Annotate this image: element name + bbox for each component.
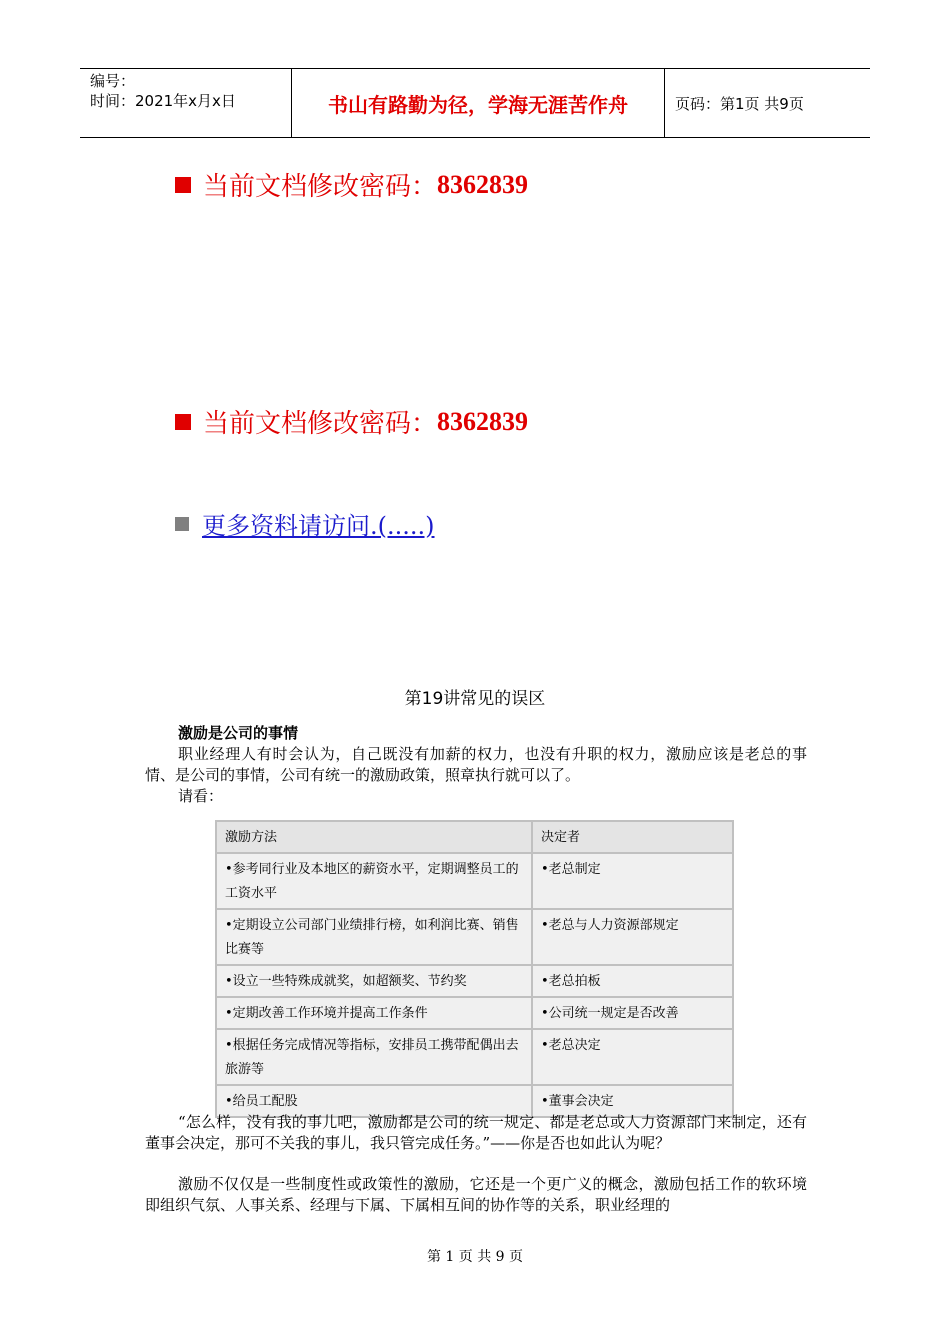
gray-square-icon [175,517,189,531]
table-cell: •定期改善工作环境并提高工作条件 [216,997,532,1029]
more-resources-link[interactable]: 更多资料请访问.(.....) [202,512,435,540]
table-cell: •老总与人力资源部规定 [532,909,733,965]
password-notice-2 [175,403,528,440]
header-motto: 书山有路勤为径，学海无涯苦作舟 [292,69,665,137]
paragraph-4: 激励不仅仅是一些制度性或政策性的激励，它还是一个更广义的概念，激励包括工作的软环境即组织气氛、人事关系、经理与下属、下属相互间的协作等的关系，职业经理的 [145,1175,807,1214]
table-cell: •定期设立公司部门业绩排行榜，如利润比赛、销售比赛等 [216,909,532,965]
red-square-icon [175,414,191,430]
table-cell: •参考同行业及本地区的薪资水平，定期调整员工的工资水平 [216,853,532,909]
table-cell: •设立一些特殊成就奖，如超额奖、节约奖 [216,965,532,997]
red-square-icon [175,177,191,193]
table-row [216,965,733,997]
password-label: 当前文档修改密码： [203,409,438,439]
incentive-table [215,820,734,1118]
paragraph-2: 请看： [178,787,224,805]
table-row [216,997,733,1029]
paragraph-1: 职业经理人有时会认为，自己既没有加薪的权力，也没有升职的权力，激励应该是老总的事情、是公司的事情，公司有统一的激励政策，照章执行就可以了。 [145,745,807,784]
table-cell: •给员工配股 [216,1085,532,1117]
time-label: 时间：2021年x月x日 [90,92,236,110]
table-row [216,853,733,909]
table-cell: •老总拍板 [532,965,733,997]
table-header-cell: 决定者 [532,821,733,853]
table-cell: •根据任务完成情况等指标，安排员工携带配偶出去旅游等 [216,1029,532,1085]
table-cell: •老总决定 [532,1029,733,1085]
header-page-info: 页码：第1页 共9页 [675,94,804,113]
article-title: 第19讲常见的误区 [404,689,546,709]
password-label: 当前文档修改密码： [203,172,438,202]
article-subtitle: 激励是公司的事情 [178,724,299,742]
password-notice-1 [175,166,528,203]
table-cell: •董事会决定 [532,1085,733,1117]
table-cell: •公司统一规定是否改善 [532,997,733,1029]
paragraph-3: “怎么样，没有我的事儿吧，激励都是公司的统一规定、都是老总或人力资源部门来制定，还有董事会决定，那可不关我的事儿，我只管完成任务。”——你是否也如此认为呢？ [145,1113,807,1152]
password-code: 8362839 [437,406,529,436]
page-footer: 第 1 页 共 9 页 [426,1249,524,1265]
table-header-cell: 激励方法 [216,821,532,853]
more-resources [175,506,435,541]
table-cell: •老总制定 [532,853,733,909]
header-meta [80,69,292,137]
header-table [80,68,870,138]
table-row [216,909,733,965]
table-row [216,1029,733,1085]
number-label: 编号： [90,72,136,90]
password-code: 8362839 [437,169,529,199]
table-header-row [216,821,733,853]
